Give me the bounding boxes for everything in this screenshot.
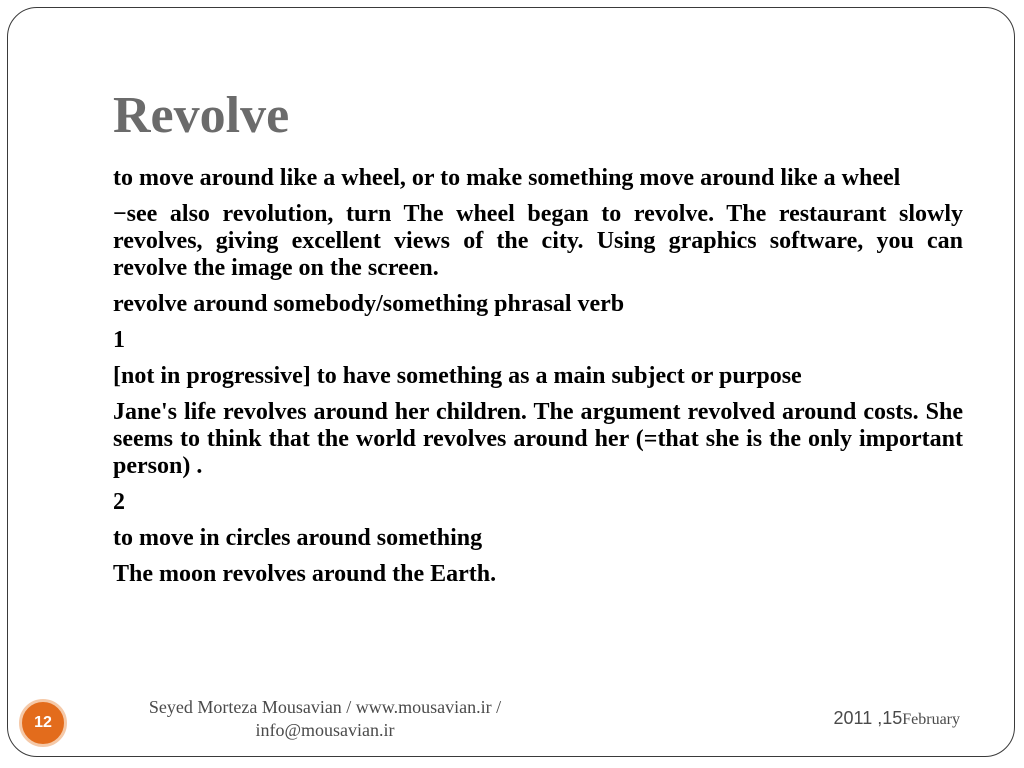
slide-body [113,165,963,597]
footer-date-number: 2011 ,15 [833,708,903,728]
footer-date [790,708,960,729]
body-paragraph: The moon revolves around the Earth. [113,561,497,587]
footer-date-month: February [902,711,960,728]
body-paragraph: [not in progressive] to have something as a main subject or purpose [113,363,802,389]
footer-author-line: Seyed Morteza Mousavian / www.mousavian.ir / [148,697,502,717]
page-number: 12 [34,714,52,731]
footer-author [120,696,530,742]
slide-title: Revolve [113,87,290,144]
body-paragraph: Jane's life revolves around her children. The argument revolved around costs. She seems to think that the world revolves around her (=that she is the only important person) . [113,399,963,479]
footer-author-email: info@mousavian.ir [255,720,395,740]
body-paragraph: 2 [113,489,125,515]
body-paragraph: to move in circles around something [113,525,483,551]
body-paragraph: to move around like a wheel, or to make something move around like a wheel [113,165,901,191]
body-paragraph: −see also revolution, turn The wheel began to revolve. The restaurant slowly revolves, giving excellent views of the city. Using graphics software, you can revolve the image on the screen. [113,201,963,281]
page-number-badge [19,699,67,747]
body-paragraph: 1 [113,327,125,353]
body-paragraph: revolve around somebody/something phrasal verb [113,291,625,317]
